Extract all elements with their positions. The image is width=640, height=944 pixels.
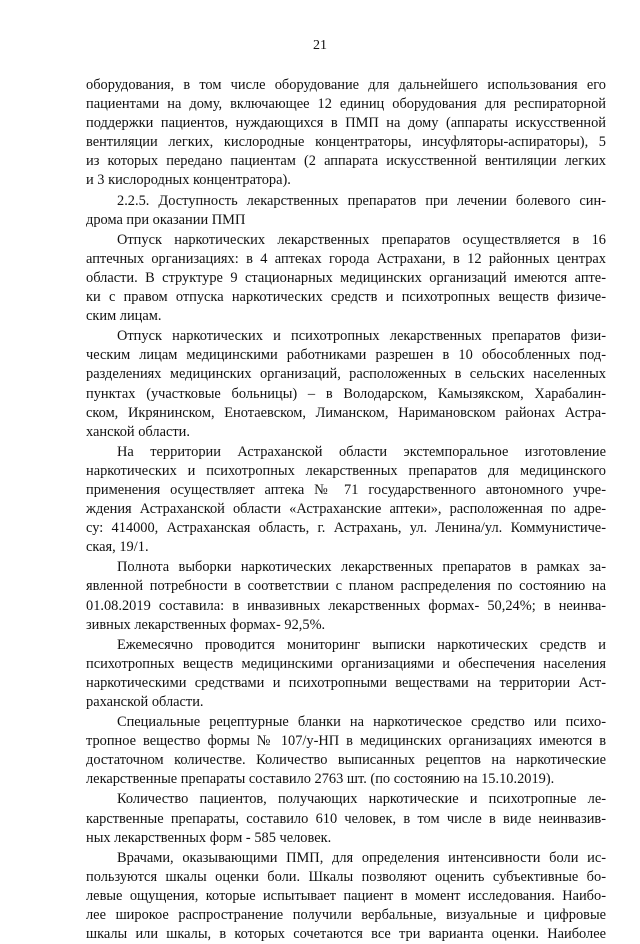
text-line: достаточном количестве. Количество выписанных рецептов на наркотические [86,752,606,769]
paragraph-monitoring [86,636,606,712]
text-line: тропное вещество формы № 107/у-НП в медицинских организациях имеются в [86,733,606,750]
text-line: ханской области. [86,423,190,440]
text-line: левые ощущения, которые испытывает пациент в момент исследования. Наибо- [86,887,606,904]
text-line: оборудования, в том числе оборудование для дальнейшего использования его [86,77,606,93]
text-line: 01.08.2019 составила: в инвазивных лекарственных формах- 50,24%; в неинва- [86,597,606,614]
text-line: Специальные рецептурные бланки на наркотическое средство или психо- [117,714,606,731]
paragraph-pain-scales [86,849,606,944]
text-line: аптечных организациях: в 4 аптеках города Астрахани, в 12 районных центрах [86,250,606,267]
text-line: применения осуществляет аптека № 71 государственного автономного учре- [86,481,606,498]
text-line: ская, 19/1. [86,539,149,556]
text-line: разделениях медицинских организаций, расположенных в сельских населенных [86,366,606,383]
paragraph-rural-dispensing [86,327,606,442]
text-line: 2.2.5. Доступность лекарственных препаратов при лечении болевого син- [117,192,606,209]
text-line: карственные препараты, составило 610 человек, в том числе в виде неинвазив- [86,810,606,827]
paragraph-sampling-completeness [86,558,606,634]
paragraph-patient-count [86,790,606,847]
text-line: ческим лицам медицинскими работниками разрешен в 10 обособленных под- [86,347,606,364]
text-line: Врачами, оказывающими ПМП, для определения интенсивности боли ис- [117,849,606,866]
text-line: пользуются шкалы оценки боли. Шкалы позволяют оценить субъективные бо- [86,868,606,885]
text-line: наркотическими средствами и психотропными веществами на территории Аст- [86,674,606,691]
text-line: дрома при оказании ПМП [86,211,246,228]
text-line: Отпуск наркотических и психотропных лекарственных препаратов физи- [117,328,606,345]
text-line: пациентами на дому, включающее 12 единиц оборудования для респираторной [86,96,606,113]
text-line: и 3 кислородных концентратора). [86,172,291,189]
text-line: психотропных веществ медицинскими организациями и обеспечения населения [86,655,606,672]
text-line: ском, Икрянинском, Енотаевском, Лиманском, Наримановском районах Астра- [86,404,606,421]
text-line: Количество пациентов, получающих наркотические и психотропные ле- [117,791,606,808]
text-line: пунктах (участковые больницы) – в Володарском, Камызякском, Харабалин- [86,385,606,402]
text-line: поддержки пациентов, нуждающихся в ПМП на дому (аппараты искусственной [86,115,606,132]
text-line: ки с правом отпуска наркотических средств и психотропных веществ физиче- [86,289,606,306]
text-line: вентиляции легких, кислородные концентраторы, инсуфляторы-аспираторы), 5 [86,134,606,151]
paragraph-equipment [86,76,606,191]
paragraph-prescription-forms [86,713,606,789]
section-heading-2-2-5 [86,192,606,230]
text-line: зивных лекарственных формах- 92,5%. [86,616,326,633]
text-line: Полнота выборки наркотических лекарственных препаратов в рамках за- [117,559,606,576]
text-line: наркотических и психотропных лекарственных препаратов для медицинского [86,462,606,479]
text-line: раханской области. [86,694,204,710]
text-line: лекарственные препараты составило 2763 шт. (по состоянию на 15.10.2019). [86,771,555,788]
page-body [86,76,606,944]
page-number: 21 [313,38,327,53]
text-line: ждения Астраханской области «Астраханские аптеки», расположенная по адре- [86,501,606,518]
text-line: Ежемесячно проводится мониторинг выписки наркотических средств и [117,636,606,653]
text-line: шкалы или шкалы, в которых сочетаются все три варианта оценки. Наиболее [86,926,606,943]
text-line: области. В структуре 9 стационарных медицинских организаций имеются апте- [86,269,606,286]
paragraph-extemporal-pharmacy [86,443,606,558]
text-line: лее широкое распространение получили вербальные, визуальные и цифровые [86,907,606,924]
text-line: На территории Астраханской области экстемпоральное изготовление [117,443,606,460]
text-line: ных лекарственных форм - 585 человек. [86,829,332,846]
text-line: ским лицам. [86,308,162,325]
text-line: су: 414000, Астраханская область, г. Астрахань, ул. Ленина/ул. Коммунистиче- [86,520,606,537]
text-line: явленной потребности в соответствии с планом распределения по состоянию на [86,578,606,595]
text-line: Отпуск наркотических лекарственных препаратов осуществляется в 16 [117,231,606,248]
paragraph-pharmacies [86,231,606,326]
text-line: из которых передано пациентам (2 аппарата искусственной вентиляции легких [86,153,606,170]
